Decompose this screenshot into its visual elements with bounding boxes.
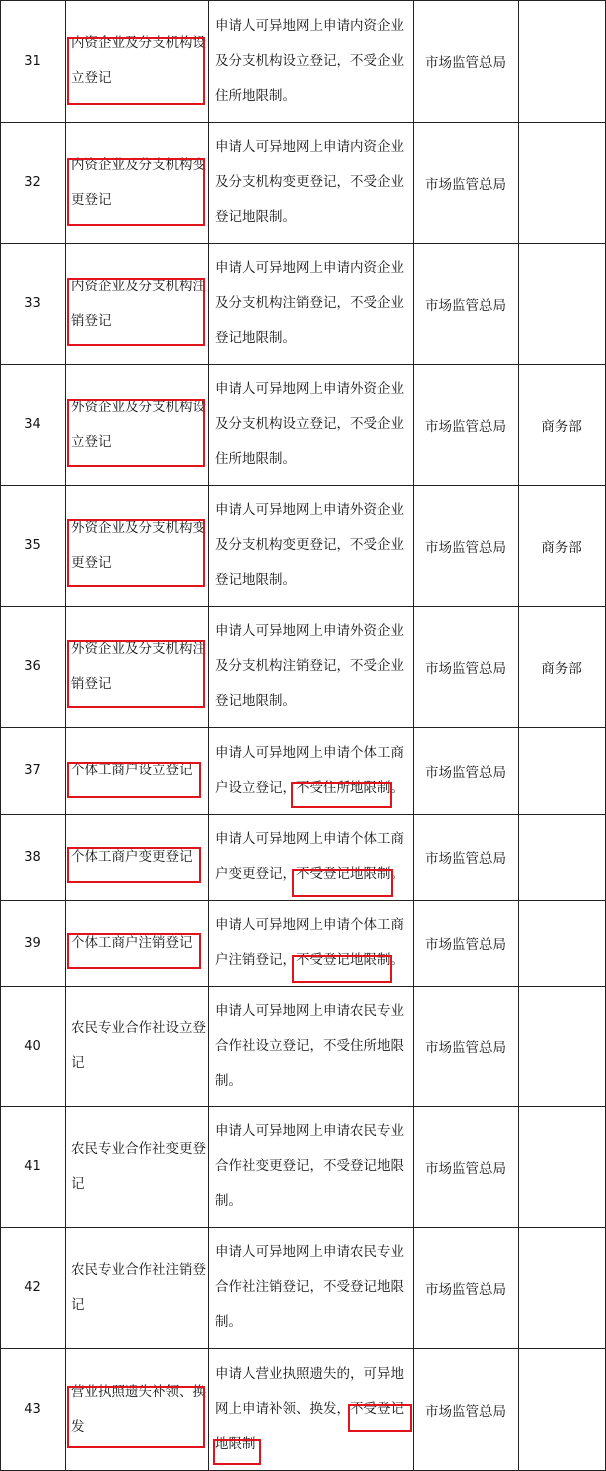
item-name-line: 个体工商户设立登记 bbox=[71, 762, 193, 778]
item-description-line: 登记地限制。 bbox=[215, 572, 296, 588]
co-department-text: 商务部 bbox=[541, 539, 582, 556]
item-description-line: 户注销登记，不受登记地限制。 bbox=[215, 952, 404, 968]
responsible-department-text: 市场监管总局 bbox=[425, 937, 506, 953]
item-name-text bbox=[71, 511, 208, 581]
item-name-line: 农民专业合作社设立 bbox=[71, 1020, 193, 1036]
item-description-line: 及分支机构注销登记，不受企业 bbox=[215, 658, 404, 674]
responsible-department bbox=[413, 1106, 518, 1227]
item-description-line: 住所地限制。 bbox=[215, 87, 296, 104]
row-number-text: 35 bbox=[24, 538, 41, 553]
co-department bbox=[518, 0, 605, 122]
item-description-text bbox=[215, 1235, 409, 1340]
item-description-line: 网上申请补领、换发，不受登记 bbox=[215, 1401, 404, 1417]
responsible-department-text: 市场监管总局 bbox=[425, 55, 506, 71]
item-description-line: 住所地限制。 bbox=[215, 451, 296, 467]
item-name bbox=[65, 1227, 208, 1348]
item-description bbox=[208, 986, 413, 1106]
responsible-department bbox=[413, 1348, 518, 1471]
table-border-horizontal bbox=[0, 364, 606, 365]
item-description-line: 登记地限制。 bbox=[215, 693, 296, 709]
responsible-department bbox=[413, 606, 518, 727]
responsible-department-text: 市场监管总局 bbox=[425, 176, 506, 193]
row-number bbox=[0, 1348, 65, 1471]
item-description bbox=[208, 1106, 413, 1227]
row-number bbox=[0, 1106, 65, 1227]
row-number bbox=[0, 485, 65, 606]
item-name-text bbox=[71, 269, 208, 339]
item-description bbox=[208, 1348, 413, 1471]
item-name bbox=[65, 727, 208, 814]
item-description-line: 及分支机构注销登记，不受企业 bbox=[215, 295, 404, 311]
responsible-department-text: 市场监管总局 bbox=[425, 418, 506, 435]
item-name-line: 农民专业合作社注销 bbox=[71, 1261, 193, 1278]
item-description-line: 登记地限制。 bbox=[215, 330, 296, 346]
item-description-line: 合作社变更登记，不受登记地限 bbox=[215, 1158, 404, 1174]
item-description bbox=[208, 485, 413, 606]
item-name bbox=[65, 364, 208, 485]
item-description-line: 及分支机构设立登记，不受企业 bbox=[215, 416, 404, 432]
co-department bbox=[518, 243, 605, 364]
item-description-text bbox=[215, 736, 409, 806]
item-name-line: 农民专业合作社变更 bbox=[71, 1140, 193, 1157]
co-department bbox=[518, 727, 605, 814]
item-name-line: 内资企业及分支机构 bbox=[71, 35, 193, 51]
item-description bbox=[208, 900, 413, 986]
item-description-line: 地限制 bbox=[215, 1436, 256, 1452]
responsible-department-text: 市场监管总局 bbox=[425, 1040, 506, 1056]
item-description bbox=[208, 814, 413, 900]
item-description-line: 申请人可异地网上申请个体工商 bbox=[215, 917, 404, 933]
responsible-department-text: 市场监管总局 bbox=[425, 660, 506, 677]
table-border-horizontal bbox=[0, 0, 606, 1]
table-border-horizontal bbox=[0, 1106, 606, 1107]
table-border-vertical bbox=[65, 0, 66, 1471]
table-border-horizontal bbox=[0, 243, 606, 244]
table-border-horizontal bbox=[0, 606, 606, 607]
row-number bbox=[0, 0, 65, 122]
row-number bbox=[0, 122, 65, 243]
item-description-line: 户变更登记，不受登记地限制。 bbox=[215, 866, 404, 882]
item-description bbox=[208, 606, 413, 727]
responsible-department bbox=[413, 986, 518, 1106]
item-description-line: 登记地限制。 bbox=[215, 209, 296, 225]
item-name-text bbox=[71, 1375, 208, 1445]
item-name-line: 注销登记 bbox=[71, 277, 206, 329]
item-name-text bbox=[71, 26, 208, 96]
item-description-line: 制。 bbox=[215, 1314, 242, 1330]
item-name-line: 设立登记 bbox=[71, 35, 206, 86]
item-name-text bbox=[71, 926, 193, 961]
row-number bbox=[0, 986, 65, 1106]
item-name bbox=[65, 485, 208, 606]
item-name-line: 营业执照遗失补领、 bbox=[71, 1383, 193, 1400]
co-department bbox=[518, 1348, 605, 1471]
item-name-line: 注销登记 bbox=[71, 640, 206, 692]
table-border-vertical bbox=[518, 0, 519, 1471]
table-border-vertical bbox=[413, 0, 414, 1471]
co-department bbox=[518, 814, 605, 900]
item-name-text bbox=[71, 148, 208, 218]
row-number bbox=[0, 364, 65, 485]
responsible-department-text: 市场监管总局 bbox=[425, 1403, 506, 1420]
table-border-horizontal bbox=[0, 1227, 606, 1228]
responsible-department-text: 市场监管总局 bbox=[425, 297, 506, 314]
responsible-department-text: 市场监管总局 bbox=[425, 1281, 506, 1298]
row-number bbox=[0, 606, 65, 727]
item-description-text bbox=[215, 822, 409, 892]
item-description-text bbox=[215, 130, 409, 235]
item-name-line: 个体工商户注销登记 bbox=[71, 934, 193, 951]
co-department bbox=[518, 606, 605, 727]
responsible-department bbox=[413, 485, 518, 606]
item-description bbox=[208, 1227, 413, 1348]
item-name-line: 登记 bbox=[71, 1020, 206, 1071]
item-name bbox=[65, 122, 208, 243]
row-number bbox=[0, 243, 65, 364]
item-description-line: 申请人可异地网上申请内资企业 bbox=[215, 139, 404, 155]
item-name bbox=[65, 1106, 208, 1227]
item-name-line: 设立登记 bbox=[71, 398, 206, 450]
item-name bbox=[65, 606, 208, 727]
responsible-department bbox=[413, 0, 518, 122]
item-description-line: 申请人可异地网上申请内资企业 bbox=[215, 260, 404, 276]
table-border-horizontal bbox=[0, 727, 606, 728]
item-description-line: 合作社注销登记，不受登记地限 bbox=[215, 1279, 404, 1295]
item-description-text bbox=[215, 251, 409, 356]
item-description-line: 及分支机构变更登记，不受企业 bbox=[215, 174, 404, 190]
item-description-line: 申请人可异地网上申请外资企业 bbox=[215, 623, 404, 639]
item-description-line: 申请人可异地网上申请个体工商 bbox=[215, 831, 404, 847]
item-description bbox=[208, 364, 413, 485]
item-name-line: 内资企业及分支机构 bbox=[71, 156, 193, 173]
responsible-department bbox=[413, 122, 518, 243]
item-description-line: 制。 bbox=[215, 1072, 242, 1089]
item-description-text bbox=[215, 493, 409, 598]
item-name bbox=[65, 814, 208, 900]
item-description-line: 合作社设立登记，不受住所地限 bbox=[215, 1037, 404, 1054]
responsible-department bbox=[413, 814, 518, 900]
row-number-text: 34 bbox=[24, 417, 41, 432]
item-description-text bbox=[215, 614, 409, 719]
item-name-line: 换发 bbox=[71, 1383, 206, 1435]
item-description bbox=[208, 122, 413, 243]
row-number-text: 33 bbox=[24, 296, 41, 311]
co-department bbox=[518, 986, 605, 1106]
item-description bbox=[208, 727, 413, 814]
row-number bbox=[0, 814, 65, 900]
row-number-text: 32 bbox=[24, 175, 41, 190]
table-border-horizontal bbox=[0, 986, 606, 987]
item-description-line: 申请人可异地网上申请外资企业 bbox=[215, 502, 404, 518]
item-description-text bbox=[215, 908, 409, 978]
item-name bbox=[65, 1348, 208, 1471]
item-description-line: 及分支机构变更登记，不受企业 bbox=[215, 537, 404, 553]
co-department bbox=[518, 485, 605, 606]
row-number-text: 37 bbox=[24, 763, 41, 778]
co-department bbox=[518, 364, 605, 485]
responsible-department-text: 市场监管总局 bbox=[425, 851, 506, 867]
responsible-department bbox=[413, 727, 518, 814]
item-name-line: 登记 bbox=[71, 1140, 206, 1192]
item-name-text bbox=[71, 632, 208, 702]
responsible-department bbox=[413, 900, 518, 986]
responsible-department-text: 市场监管总局 bbox=[425, 539, 506, 556]
item-description-line: 制。 bbox=[215, 1193, 242, 1209]
table-border-horizontal bbox=[0, 900, 606, 901]
item-description bbox=[208, 243, 413, 364]
item-name bbox=[65, 986, 208, 1106]
item-name-text bbox=[71, 1011, 208, 1081]
item-name-line: 外资企业及分支机构 bbox=[71, 519, 193, 536]
item-name bbox=[65, 900, 208, 986]
row-number bbox=[0, 1227, 65, 1348]
item-name-text bbox=[71, 840, 193, 875]
item-name-line: 内资企业及分支机构 bbox=[71, 277, 193, 294]
table-border-horizontal bbox=[0, 1348, 606, 1349]
item-description-text bbox=[215, 372, 409, 477]
item-description-line: 及分支机构设立登记，不受企业 bbox=[215, 52, 404, 69]
row-number-text: 36 bbox=[24, 659, 41, 674]
row-number-text: 41 bbox=[24, 1159, 41, 1174]
item-description-line: 申请人可异地网上申请外资企业 bbox=[215, 381, 404, 397]
row-number-text: 42 bbox=[24, 1280, 41, 1295]
item-description-line: 户设立登记，不受住所地限制。 bbox=[215, 779, 404, 796]
item-name-line: 外资企业及分支机构 bbox=[71, 640, 193, 657]
item-name bbox=[65, 0, 208, 122]
table-border-horizontal bbox=[0, 485, 606, 486]
item-description-line: 申请人可异地网上申请农民专业 bbox=[215, 1002, 404, 1019]
item-description bbox=[208, 0, 413, 122]
item-description-line: 申请人可异地网上申请农民专业 bbox=[215, 1244, 404, 1260]
row-number-text: 40 bbox=[24, 1038, 41, 1054]
item-name-line: 外资企业及分支机构 bbox=[71, 398, 193, 415]
co-department bbox=[518, 122, 605, 243]
co-department bbox=[518, 900, 605, 986]
item-name-text bbox=[71, 390, 208, 460]
responsible-department bbox=[413, 243, 518, 364]
item-name-text bbox=[71, 1253, 208, 1323]
responsible-department bbox=[413, 364, 518, 485]
co-department-text: 商务部 bbox=[541, 418, 582, 435]
item-name-line: 变更登记 bbox=[71, 156, 206, 208]
item-description-line: 申请人营业执照遗失的，可异地 bbox=[215, 1366, 404, 1382]
co-department bbox=[518, 1227, 605, 1348]
responsible-department-text: 市场监管总局 bbox=[425, 764, 506, 781]
row-number bbox=[0, 900, 65, 986]
table-border-horizontal bbox=[0, 122, 606, 123]
row-number bbox=[0, 727, 65, 814]
row-number-text: 39 bbox=[24, 935, 41, 951]
item-name-text bbox=[71, 753, 193, 788]
item-name bbox=[65, 243, 208, 364]
item-description-text bbox=[215, 1114, 409, 1219]
item-name-line: 登记 bbox=[71, 1261, 206, 1313]
row-number-text: 43 bbox=[24, 1402, 41, 1417]
table-border-horizontal bbox=[0, 814, 606, 815]
row-number-text: 31 bbox=[24, 53, 41, 69]
item-description-line: 申请人可异地网上申请内资企业 bbox=[215, 17, 404, 34]
item-description-text bbox=[215, 994, 409, 1099]
item-description-line: 申请人可异地网上申请农民专业 bbox=[215, 1123, 404, 1139]
table-border-vertical bbox=[208, 0, 209, 1471]
co-department bbox=[518, 1106, 605, 1227]
item-description-line: 申请人可异地网上申请个体工商 bbox=[215, 744, 404, 761]
item-description-text bbox=[215, 9, 409, 114]
co-department-text: 商务部 bbox=[541, 660, 582, 677]
item-name-line: 变更登记 bbox=[71, 519, 206, 571]
table-border-vertical bbox=[0, 0, 1, 1471]
item-description-text bbox=[215, 1357, 409, 1462]
item-name-line: 个体工商户变更登记 bbox=[71, 848, 193, 865]
row-number-text: 38 bbox=[24, 849, 41, 865]
responsible-department bbox=[413, 1227, 518, 1348]
responsible-department-text: 市场监管总局 bbox=[425, 1160, 506, 1177]
item-name-text bbox=[71, 1132, 208, 1202]
